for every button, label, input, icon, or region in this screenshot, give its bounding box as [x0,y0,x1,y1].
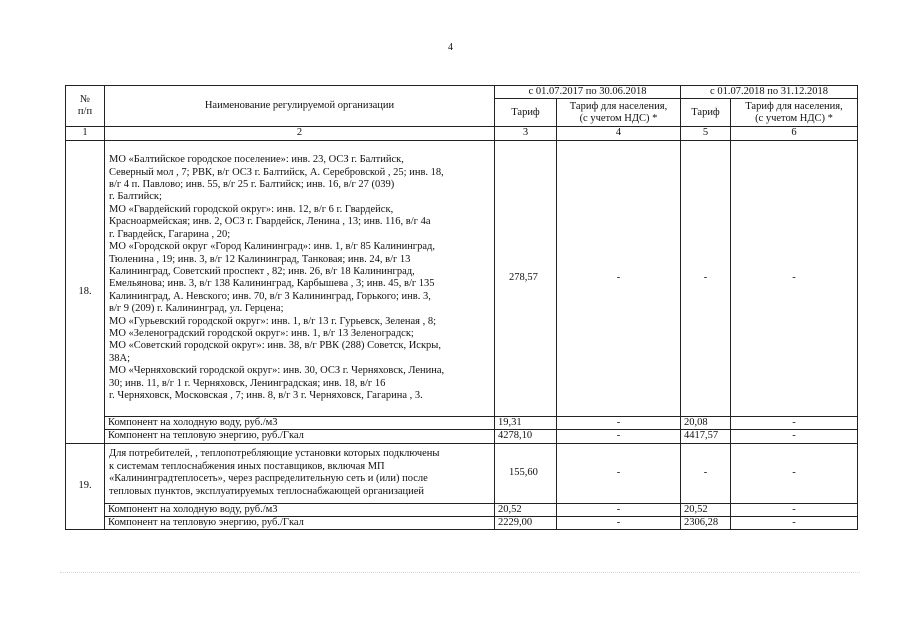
component-population-value: - [557,430,681,443]
component-row [66,430,858,443]
tariff-value: 278,57 [495,140,557,416]
table-row [66,140,858,416]
tariff-value: - [681,140,731,416]
tariff-population-value: - [557,443,681,503]
tariff-value: - [681,443,731,503]
column-number: 1 [66,127,105,140]
component-row [66,416,858,429]
header-tariff-population-1: Тариф для населения, (с учетом НДС) * [557,99,681,127]
component-population-value: - [731,517,858,530]
component-population-value: - [731,430,858,443]
column-numbers-row [66,127,858,140]
component-value: 20,08 [681,416,731,429]
header-tariff-2: Тариф [681,99,731,127]
tariff-population-value: - [731,443,858,503]
component-row [66,503,858,516]
component-label: Компонент на тепловую энергию, руб./Гкал [105,517,495,530]
tariff-population-value: - [557,140,681,416]
component-value: 20,52 [495,503,557,516]
header-organization: Наименование регулируемой организации [105,86,495,127]
scan-artifact-line [60,572,860,573]
row-number: 19. [66,443,105,530]
page-number: 4 [448,42,453,53]
component-population-value: - [557,503,681,516]
component-population-value: - [557,416,681,429]
component-value: 4278,10 [495,430,557,443]
header-period-1: с 01.07.2017 по 30.06.2018 [495,86,681,99]
component-value: 2229,00 [495,517,557,530]
component-label: Компонент на тепловую энергию, руб./Гкал [105,430,495,443]
header-tariff-population-2: Тариф для населения, (с учетом НДС) * [731,99,858,127]
component-value: 4417,57 [681,430,731,443]
tariff-value: 155,60 [495,443,557,503]
component-population-value: - [731,503,858,516]
component-row [66,517,858,530]
header-period-2: с 01.07.2018 по 31.12.2018 [681,86,858,99]
component-population-value: - [731,416,858,429]
component-value: 2306,28 [681,517,731,530]
table-row [66,443,858,503]
tariff-table [65,85,858,530]
organization-name: МО «Балтийское городское поселение»: инв. 23, ОСЗ г. Балтийск, Северный мол , 7; РВК, в/г ОСЗ г. Балтийск, А. Серебровской , 25; инв. 18, в/г 4 п. Павлово; инв. 55, в/г 25 г. Балтийск; инв. 16, в/г 27 (039) г. Балтийск; МО «Гвардейский городской округ»: инв. 12, в/г 6 г. Гвардейск, Красноармейская; инв. 2, ОСЗ г. Гвардейск, Ленина , 13; инв. 116, в/г 4а г. Гвардейск, Гагарина , 20; МО «Городской округ «Город Калининград»: инв. 1, в/г 85 Калининград, Тюленина , 19; инв. 3, в/г 12 Калининград, Танковая; инв. 24, в/г 13 Калининград, Советский проспект , 82; инв. 26, в/г 18 Калининград, Емельянова; инв. 3, в/г 138 Калининград, Карбышева , 3; инв. 45, в/г 135 Калининград, А. Невского; инв. 70, в/г 3 Калининград, Горького; инв. 3, в/г 9 (209) г. Калининград, ул. Герцена; МО «Гурьевский городской округ»: инв. 1, в/г 13 г. Гурьевск, Зеленая , 8; МО «Зеленоградский городской округ»: инв. 1, в/г 13 Зеленоградск; МО «Советский городской округ»: инв. 38, в/г РВК (288) Советск, Искры, 38А; МО «Черняховский городской округ»: инв. 30, ОСЗ г. Черняховск, Ленина, 30; инв. 11, в/г 1 г. Черняховск, Ленинградская; инв. 18, в/г 16 г. Черняховск, Московская , 7; инв. 8, в/г 3 г. Черняховск, Гагарина , 3. [105,140,495,416]
column-number: 2 [105,127,495,140]
column-number: 5 [681,127,731,140]
component-value: 20,52 [681,503,731,516]
column-number: 3 [495,127,557,140]
component-population-value: - [557,517,681,530]
organization-name: Для потребителей, , теплопотребляющие установки которых подключены к системам теплоснабжения иных поставщиков, включая МП «Калининградтеплосеть», через распределительную сеть и (или) после тепловых пунктов, эксплуатируемых теплоснабжающей организацией [105,443,495,503]
tariff-population-value: - [731,140,858,416]
column-number: 4 [557,127,681,140]
row-number: 18. [66,140,105,443]
component-label: Компонент на холодную воду, руб./м3 [105,416,495,429]
column-number: 6 [731,127,858,140]
header-tariff-1: Тариф [495,99,557,127]
header-number: № п/п [66,86,105,127]
component-value: 19,31 [495,416,557,429]
component-label: Компонент на холодную воду, руб./м3 [105,503,495,516]
